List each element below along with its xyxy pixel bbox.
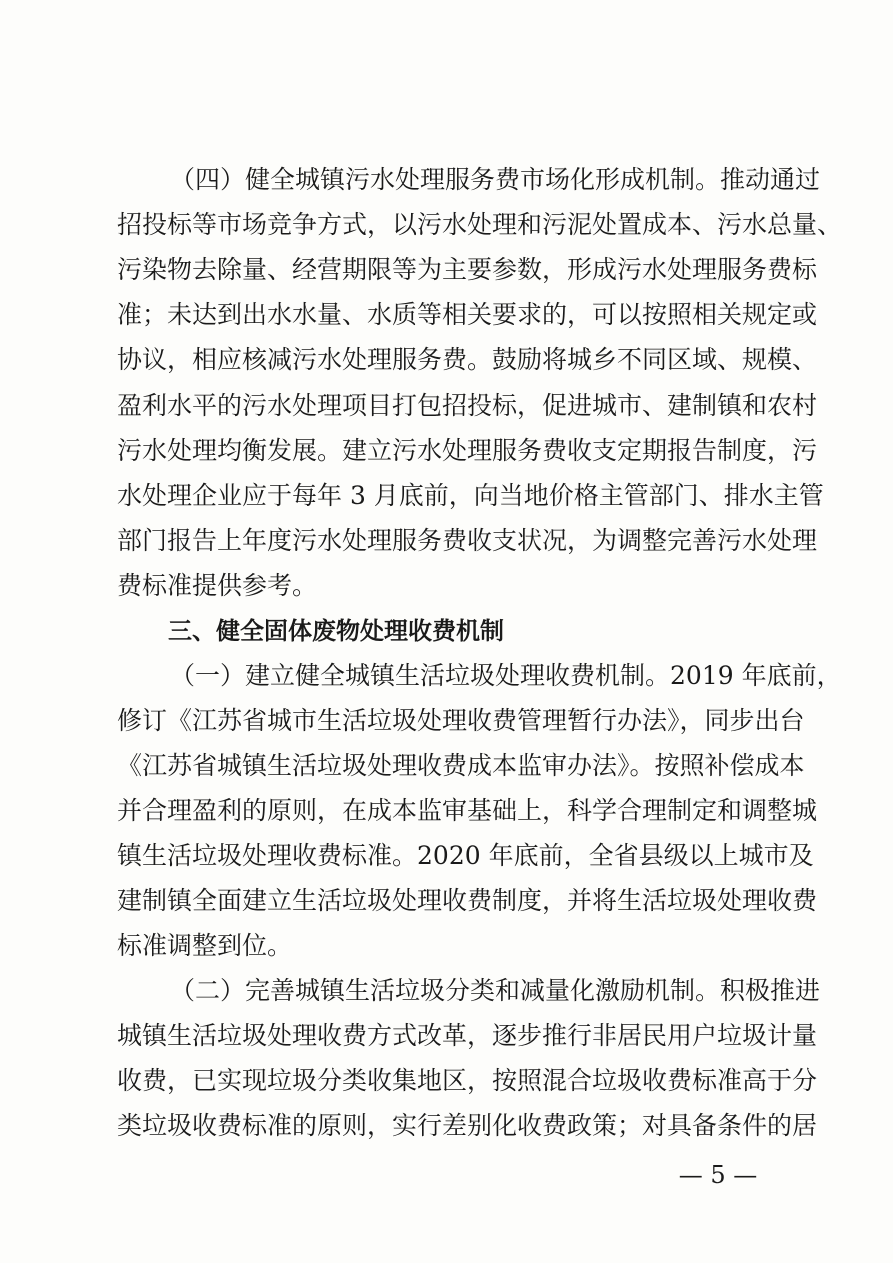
paragraph-4-line-5: 协议，相应核减污水处理服务费。鼓励将城乡不同区域、规模、 xyxy=(117,345,818,374)
paragraph-3-1-line-5: 镇生活垃圾处理收费标准。2020 年底前，全省县级以上城市及 xyxy=(117,841,814,870)
section-3-heading: 三、健全固体废物处理收费机制 xyxy=(168,617,504,645)
paragraph-3-1-line-4: 并合理盈利的原则，在成本监审基础上，科学合理制定和调整城 xyxy=(117,796,818,825)
paragraph-3-2-line-2: 城镇生活垃圾处理收费方式改革，逐步推行非居民用户垃圾计量 xyxy=(117,1021,818,1050)
paragraph-4-line-7: 污水处理均衡发展。建立污水处理服务费收支定期报告制度，污 xyxy=(117,436,818,465)
paragraph-4-line-8: 水处理企业应于每年 3 月底前，向当地价格主管部门、排水主管 xyxy=(117,481,824,510)
paragraph-4-line-3: 污染物去除量、经营期限等为主要参数，形成污水处理服务费标 xyxy=(117,255,818,284)
paragraph-3-1-line-1: （一）建立健全城镇生活垃圾处理收费机制。2019 年底前， xyxy=(170,661,842,690)
paragraph-3-2-line-3: 收费，已实现垃圾分类收集地区，按照混合垃圾收费标准高于分 xyxy=(117,1066,818,1095)
paragraph-3-1-line-3: 《江苏省城镇生活垃圾处理收费成本监审办法》。按照补偿成本 xyxy=(117,751,805,780)
page-number: — 5 — xyxy=(678,1161,758,1189)
paragraph-3-1-line-7: 标准调整到位。 xyxy=(117,931,293,960)
paragraph-4-line-4: 准；未达到出水水量、水质等相关要求的，可以按照相关规定或 xyxy=(117,300,818,329)
paragraph-4-line-6: 盈利水平的污水处理项目打包招投标，促进城市、建制镇和农村 xyxy=(117,391,818,420)
paragraph-4-line-10: 费标准提供参考。 xyxy=(117,571,318,600)
paragraph-3-1-line-2: 修订《江苏省城市生活垃圾处理收费管理暂行办法》，同步出台 xyxy=(117,706,805,735)
paragraph-4-line-9: 部门报告上年度污水处理服务费收支状况，为调整完善污水处理 xyxy=(117,526,818,555)
paragraph-3-1-line-6: 建制镇全面建立生活垃圾处理收费制度，并将生活垃圾处理收费 xyxy=(117,886,818,915)
paragraph-4-line-1: （四）健全城镇污水处理服务费市场化形成机制。推动通过 xyxy=(170,165,821,194)
paragraph-3-2-line-4: 类垃圾收费标准的原则，实行差别化收费政策；对具备条件的居 xyxy=(117,1111,818,1140)
paragraph-3-2-line-1: （二）完善城镇生活垃圾分类和减量化激励机制。积极推进 xyxy=(170,976,821,1005)
paragraph-4-line-2: 招投标等市场竞争方式，以污水处理和污泥处置成本、污水总量、 xyxy=(117,210,843,239)
